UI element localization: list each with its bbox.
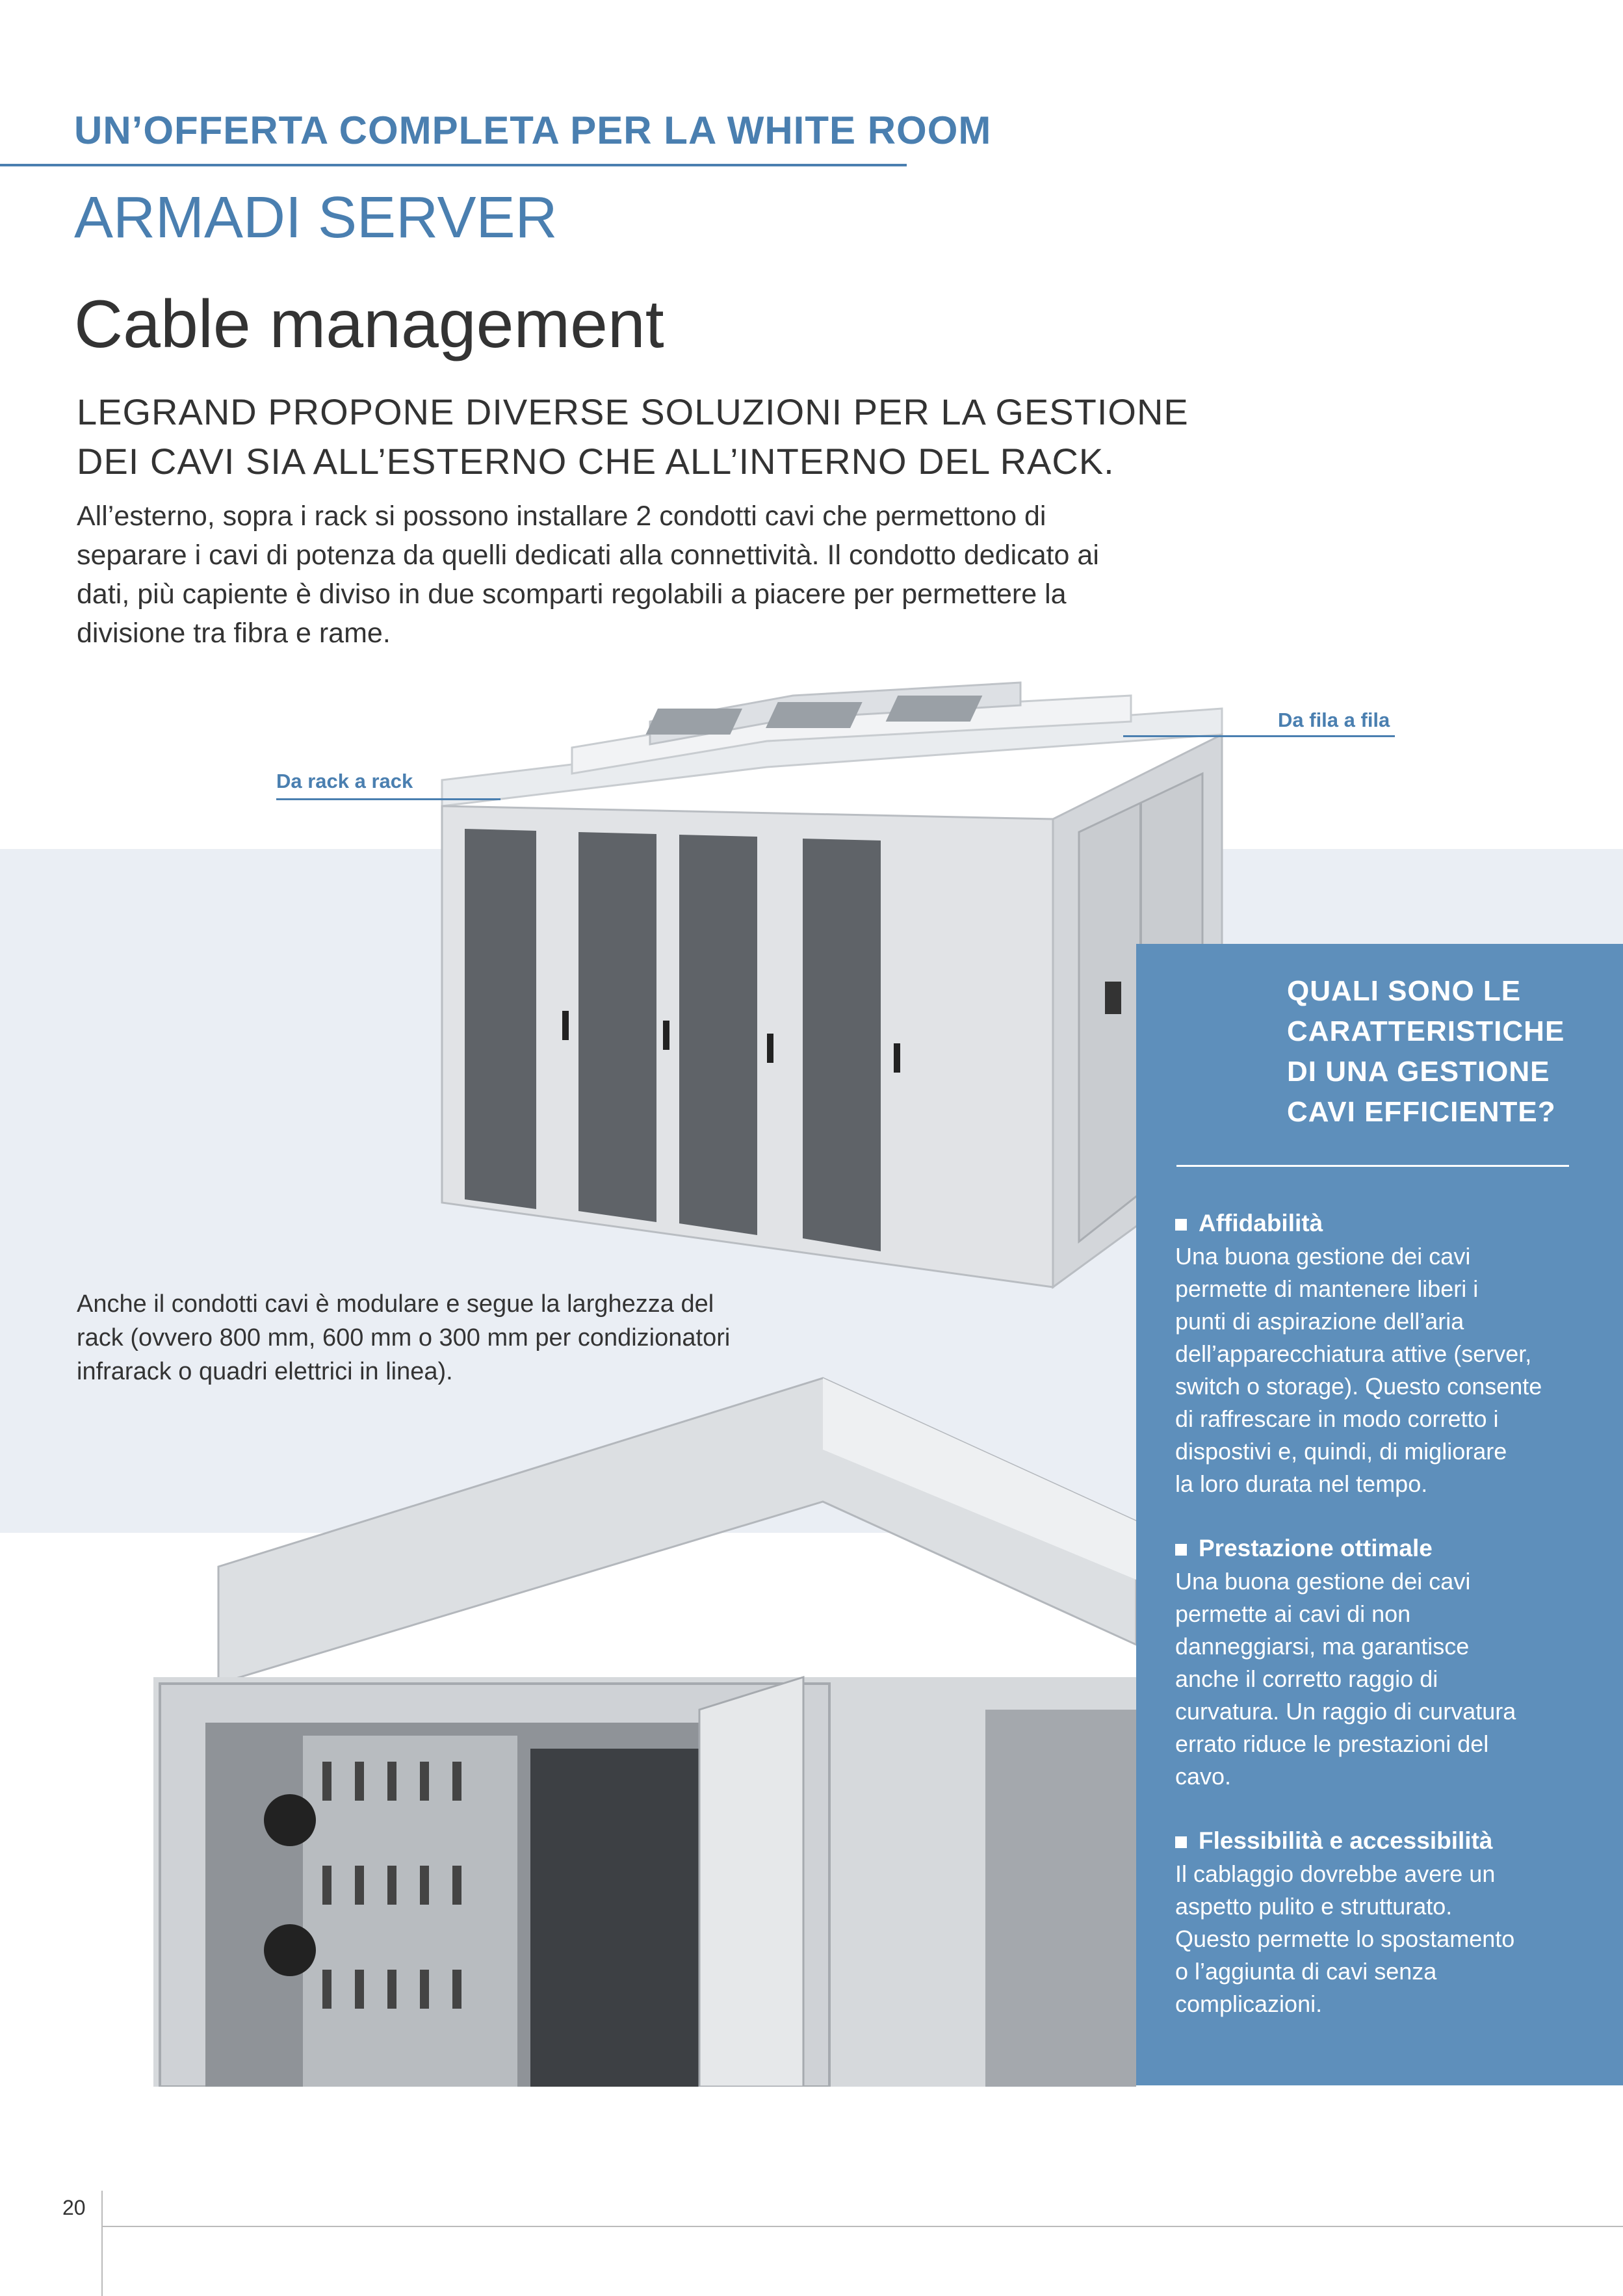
sidebar-divider <box>1176 1165 1569 1167</box>
caption-line: Anche il condotti cavi è modulare e segue la larghezza del <box>77 1290 714 1318</box>
sidebar-item-text: Il cablaggio dovrebbe avere un aspetto pulito e strutturato. Questo permette lo spostamento o l’aggiunta di cavi senza complicazioni. <box>1175 1860 1515 2017</box>
body-line: separare i cavi di potenza da quelli dedicati alla connettività. Il condotto dedicato ai <box>77 540 1099 571</box>
footer-vertical-rule <box>101 2191 103 2296</box>
sidebar-heading-line: DI UNA GESTIONE <box>1287 1056 1550 1088</box>
bullet-square-icon <box>1175 1836 1187 1848</box>
lead-line: DEI CAVI SIA ALL’ESTERNO CHE ALL’INTERNO DEL RACK. <box>77 441 1115 482</box>
page-title: ARMADI SERVER <box>74 185 558 250</box>
rack-detail-illustration <box>153 1372 1136 2087</box>
body-line: All’esterno, sopra i rack si possono installare 2 condotti cavi che permettono di <box>77 501 1046 532</box>
label-rack-to-rack: Da rack a rack <box>276 770 413 792</box>
body-line: dati, più capiente è diviso in due scomparti regolabili a piacere per permettere la <box>77 579 1067 610</box>
sidebar-item <box>1175 1207 1591 1500</box>
footer-rule <box>101 2226 1623 2227</box>
body-paragraph <box>77 497 1247 653</box>
sidebar-heading-line: QUALI SONO LE <box>1287 975 1522 1007</box>
info-sidebar <box>1136 944 1623 2085</box>
lead-line: LEGRAND PROPONE DIVERSE SOLUZIONI PER LA GESTIONE <box>77 391 1189 432</box>
sidebar-item-title: Affidabilità <box>1175 1207 1591 1240</box>
page-subtitle: Cable management <box>74 287 664 362</box>
sidebar-item-title: Prestazione ottimale <box>1175 1532 1591 1565</box>
body-line: divisione tra fibra e rame. <box>77 618 391 649</box>
sidebar-item-title: Flessibilità e accessibilità <box>1175 1824 1591 1858</box>
label-row-to-row-line <box>1123 735 1395 737</box>
caption-line: infrarack o quadri elettrici in linea). <box>77 1358 453 1385</box>
sidebar-heading-line: CARATTERISTICHE <box>1287 1015 1565 1047</box>
label-rack-to-rack-line <box>276 798 500 800</box>
label-row-to-row: Da fila a fila <box>1278 709 1390 731</box>
section-title: UN’OFFERTA COMPLETA PER LA WHITE ROOM <box>74 109 992 152</box>
sidebar-item <box>1175 1824 1591 2020</box>
caption-line: rack (ovvero 800 mm, 600 mm o 300 mm per condizionatori <box>77 1324 731 1351</box>
bullet-square-icon <box>1175 1219 1187 1231</box>
page-number: 20 <box>62 2196 86 2219</box>
sidebar-item-text: Una buona gestione dei cavi permette ai cavi di non danneggiarsi, ma garantisce anche il corretto raggio di curvatura. Un raggio di curvatura errato riduce le prestazioni del cavo. <box>1175 1568 1516 1790</box>
sidebar-heading <box>1287 971 1565 1132</box>
sidebar-heading-line: CAVI EFFICIENTE? <box>1287 1096 1556 1128</box>
rack-row-illustration <box>403 670 1248 1307</box>
sidebar-item-text: Una buona gestione dei cavi permette di mantenere liberi i punti di aspirazione dell’aria dell’apparecchiatura attive (server, switch o storage). Questo consente di raffrescare in modo corretto i dispostivi e, quindi, di migliorare la loro durata nel tempo. <box>1175 1243 1542 1497</box>
sidebar-item <box>1175 1532 1591 1793</box>
lead-paragraph <box>77 387 1247 486</box>
section-rule <box>0 164 907 166</box>
bullet-square-icon <box>1175 1544 1187 1556</box>
